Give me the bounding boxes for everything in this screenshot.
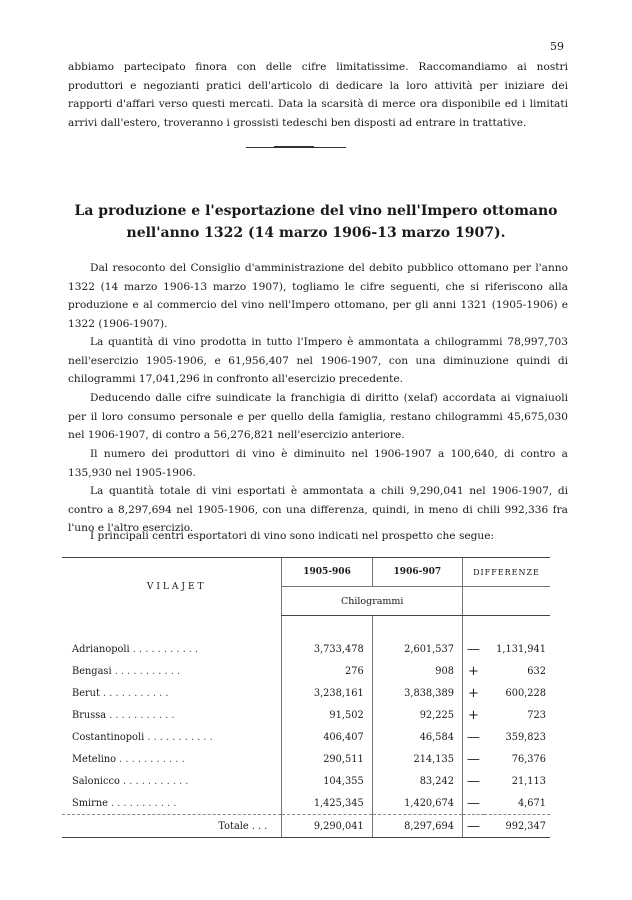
row-diff-value: 359,823 (505, 731, 546, 743)
row-value-1905-906: 1,425,345 (282, 792, 372, 815)
table-row (62, 638, 550, 660)
article-paragraph-6: I principali centri esportatori di vino sono indicati nel prospetto che segue: (90, 530, 495, 542)
row-diff-sign: — (462, 748, 483, 770)
row-diff-value: 723 (527, 709, 546, 721)
total-diff-value: 992,347 (484, 815, 550, 838)
row-region: Metelino . . . (62, 748, 282, 770)
row-region: Brussa . . . (62, 704, 282, 726)
total-label: Totale . . . (62, 815, 282, 838)
article-paragraph-2: La quantità di vino prodotta in tutto l'Impero è ammontata a chilogrammi 78,997,703 nell'esercizio 1905-1906, e 61,956,407 nel 1906-1907, con una diminuzione quindi di chilogrammi 17,041,296 in confronto all'esercizio precedente. (68, 336, 568, 386)
article-paragraph-5: La quantità totale di vini esportati è ammontata a chili 9,290,041 nel 1906-1907, di contro a 8,297,694 nel 1905-1906, con una differenza, quindi, in meno di chili 992,336 fra l'uno e l'altro esercizio. (68, 485, 568, 535)
row-diff-value: 4,671 (517, 797, 546, 809)
col-header-vilajet: VILAJET (62, 558, 282, 616)
row-value-1906-907: 46,584 (372, 726, 462, 748)
row-value-1906-907: 214,135 (372, 748, 462, 770)
row-diff-value: 76,376 (511, 753, 546, 765)
table-header-row (62, 558, 550, 587)
unit-spacer (462, 587, 550, 616)
wine-export-table (62, 557, 550, 838)
row-value-1905-906: 104,355 (282, 770, 372, 792)
table-row (62, 770, 550, 792)
row-value-1906-907: 2,601,537 (372, 638, 462, 660)
row-diff-sign: + (462, 682, 483, 704)
table-spacer-row (62, 616, 550, 639)
table-row (62, 660, 550, 682)
row-diff-value: 1,131,941 (496, 643, 546, 655)
row-value-1906-907: 83,242 (372, 770, 462, 792)
row-region: Salonicco . . . (62, 770, 282, 792)
row-value-1906-907: 3,838,389 (372, 682, 462, 704)
page-number: 59 (550, 40, 564, 53)
row-value-1905-906: 276 (282, 660, 372, 682)
row-diff-value: 21,113 (511, 775, 546, 787)
article-title-line-1: La produzione e l'esportazione del vino nell'Impero ottomano (74, 203, 558, 219)
row-region: Smirne . . . (62, 792, 282, 815)
row-diff-sign: + (462, 660, 483, 682)
row-region: Berut . . . (62, 682, 282, 704)
table-total-row (62, 815, 550, 838)
unit-label: Chilogrammi (282, 587, 463, 616)
row-value-1905-906: 91,502 (282, 704, 372, 726)
row-value-1906-907: 1,420,674 (372, 792, 462, 815)
row-value-1906-907: 908 (372, 660, 462, 682)
row-region: Bengasi . . . (62, 660, 282, 682)
row-value-1905-906: 290,511 (282, 748, 372, 770)
section-divider (246, 147, 346, 151)
article-paragraph-4: Il numero dei produttori di vino è diminuito nel 1906-1907 a 100,640, di contro a 135,930 nel 1905-1906. (68, 448, 568, 479)
row-value-1905-906: 3,238,161 (282, 682, 372, 704)
total-value-1906-907: 8,297,694 (372, 815, 462, 838)
row-region: Costantinopoli . . . (62, 726, 282, 748)
row-diff-value: 632 (527, 665, 546, 677)
article-title (60, 200, 572, 244)
col-header-1906-907: 1906-907 (372, 558, 462, 587)
table-row (62, 682, 550, 704)
row-diff-sign: — (462, 770, 483, 792)
row-diff-sign: — (462, 726, 483, 748)
total-diff-sign: — (462, 815, 483, 838)
col-header-differenze: DIFFERENZE (462, 558, 550, 587)
row-diff-sign: — (462, 638, 483, 660)
table-row (62, 726, 550, 748)
table-row (62, 704, 550, 726)
table-row (62, 748, 550, 770)
row-value-1906-907: 92,225 (372, 704, 462, 726)
article-title-line-2: nell'anno 1322 (14 marzo 1906-13 marzo 1907). (126, 225, 506, 241)
row-value-1905-906: 3,733,478 (282, 638, 372, 660)
row-value-1905-906: 406,407 (282, 726, 372, 748)
row-region: Adrianopoli . . . (62, 638, 282, 660)
intro-paragraph: abbiamo partecipato finora con delle cifre limitatissime. Raccomandiamo ai nostri produttori e negozianti pratici dell'articolo di dedicare la loro attività per iniziare dei rapporti d'affari verso questi mercati. Data la scarsità di merce ora disponibile ed i limitati arrivi dall'estero, troveranno i grossisti tedeschi ben disposti ad entrare in trattative. (68, 61, 568, 129)
row-diff-value: 600,228 (505, 687, 546, 699)
table-row (62, 792, 550, 815)
row-diff-sign: + (462, 704, 483, 726)
col-header-1905-906: 1905-906 (282, 558, 372, 587)
article-paragraph-3: Deducendo dalle cifre suindicate la franchigia di diritto (xelaf) accordata ai vignaiuoli per il loro consumo personale e per quello della famiglia, restano chilogrammi 45,675,030 nel 1906-1907, di contro a 56,276,821 nell'esercizio anteriore. (68, 392, 568, 442)
total-value-1905-906: 9,290,041 (282, 815, 372, 838)
row-diff-sign: — (462, 792, 483, 815)
article-paragraph-1: Dal resoconto del Consiglio d'amministrazione del debito pubblico ottomano per l'anno 1322 (14 marzo 1906-13 marzo 1907), togliamo le cifre seguenti, che si riferiscono alla produzione e al commercio del vino nell'Impero ottomano, per gli anni 1321 (1905-1906) e 1322 (1906-1907). (68, 262, 568, 330)
